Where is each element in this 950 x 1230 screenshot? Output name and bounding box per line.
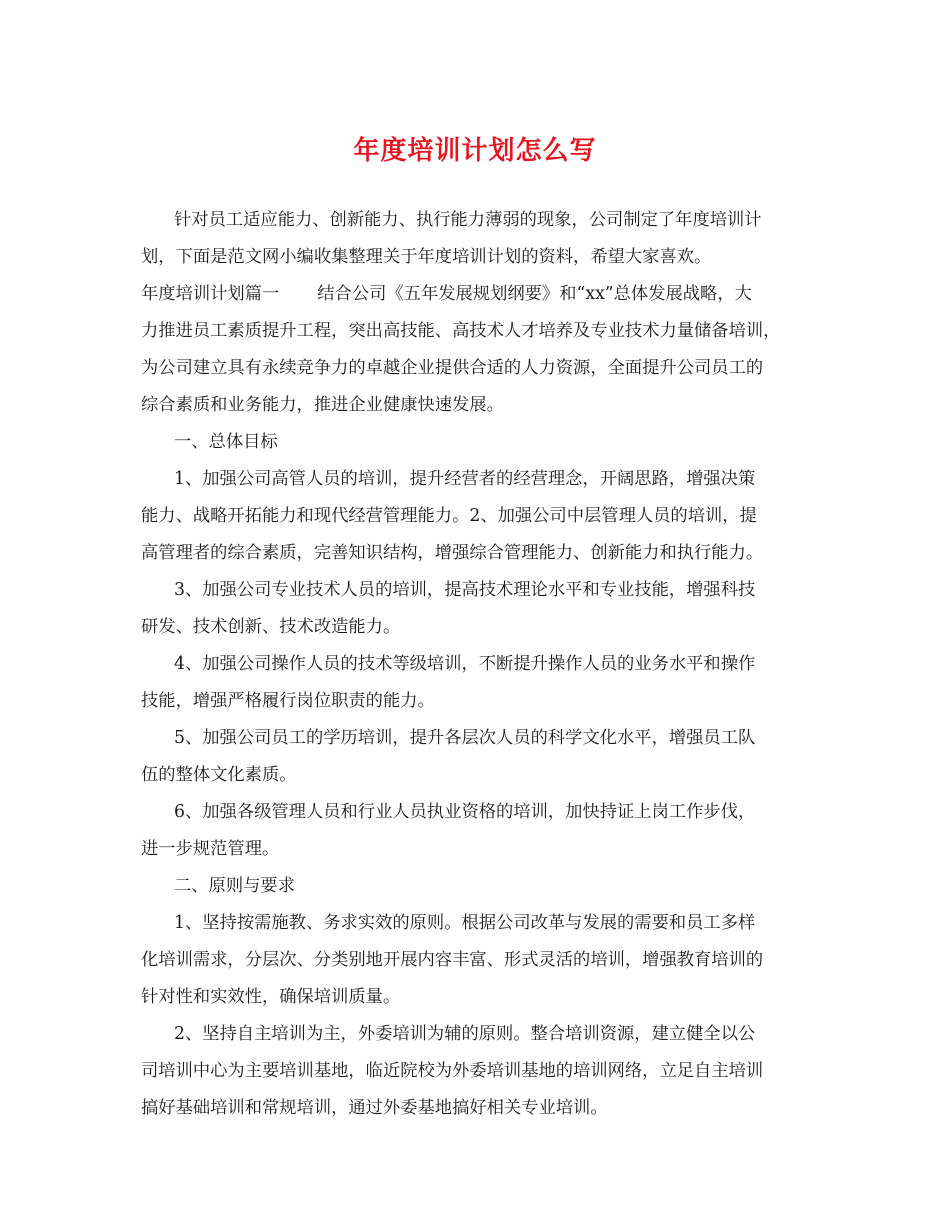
paragraph-line: 5、加强公司员工的学历培训，提升各层次人员的科学文化水平，增强员工队 xyxy=(174,728,756,748)
section-heading: 二、原则与要求 xyxy=(174,876,295,896)
paragraph-line: 6、加强各级管理人员和行业人员执业资格的培训，加快持证上岗工作步伐， xyxy=(174,802,756,822)
paragraph-line: 3、加强公司专业技术人员的培训，提高技术理论水平和专业技能，增强科技 xyxy=(174,580,756,600)
paragraph-text: 结合公司《五年发展规划纲要》和“xx”总体发展战略，大 xyxy=(317,284,752,304)
paragraph-line: 技能，增强严格履行岗位职责的能力。 xyxy=(141,691,435,711)
page-title: 年度培训计划怎么写 xyxy=(353,136,597,166)
paragraph-line: 能力、战略开拓能力和现代经营管理能力。2、加强公司中层管理人员的培训，提 xyxy=(141,506,757,526)
paragraph-line: 研发、技术创新、技术改造能力。 xyxy=(141,617,401,637)
paragraph-line: 划，下面是范文网小编收集整理关于年度培训计划的资料，希望大家喜欢。 xyxy=(141,247,712,267)
paragraph-line xyxy=(141,281,752,307)
section-heading: 一、总体目标 xyxy=(174,432,278,452)
paragraph-line: 力推进员工素质提升工程，突出高技能、高技术人才培养及专业技术力量储备培训， xyxy=(141,321,781,341)
paragraph-line: 1、坚持按需施教、务求实效的原则。根据公司改革与发展的需要和员工多样 xyxy=(174,913,756,933)
section-heading: 年度培训计划篇一 xyxy=(141,284,280,304)
paragraph-line: 为公司建立具有永续竞争力的卓越企业提供合适的人力资源，全面提升公司员工的 xyxy=(141,358,764,378)
paragraph-line: 针对性和实效性，确保培训质量。 xyxy=(141,987,401,1007)
paragraph-line: 针对员工适应能力、创新能力、执行能力薄弱的现象，公司制定了年度培训计 xyxy=(174,210,762,230)
paragraph-line: 化培训需求，分层次、分类别地开展内容丰富、形式灵活的培训，增强教育培训的 xyxy=(141,950,764,970)
paragraph-line: 进一步规范管理。 xyxy=(141,839,280,859)
paragraph-line: 综合素质和业务能力，推进企业健康快速发展。 xyxy=(141,395,504,415)
paragraph-line: 高管理者的综合素质，完善知识结构，增强综合管理能力、创新能力和执行能力。 xyxy=(141,543,764,563)
paragraph-line: 司培训中心为主要培训基地，临近院校为外委培训基地的培训网络，立足自主培训 xyxy=(141,1061,764,1081)
paragraph-line: 1、加强公司高管人员的培训，提升经营者的经营理念，开阔思路，增强决策 xyxy=(174,469,756,489)
paragraph-line: 4、加强公司操作人员的技术等级培训，不断提升操作人员的业务水平和操作 xyxy=(174,654,756,674)
paragraph-line: 搞好基础培训和常规培训，通过外委基地搞好相关专业培训。 xyxy=(141,1098,608,1118)
paragraph-line: 伍的整体文化素质。 xyxy=(141,765,297,785)
paragraph-line: 2、坚持自主培训为主，外委培训为辅的原则。整合培训资源，建立健全以公 xyxy=(174,1024,756,1044)
